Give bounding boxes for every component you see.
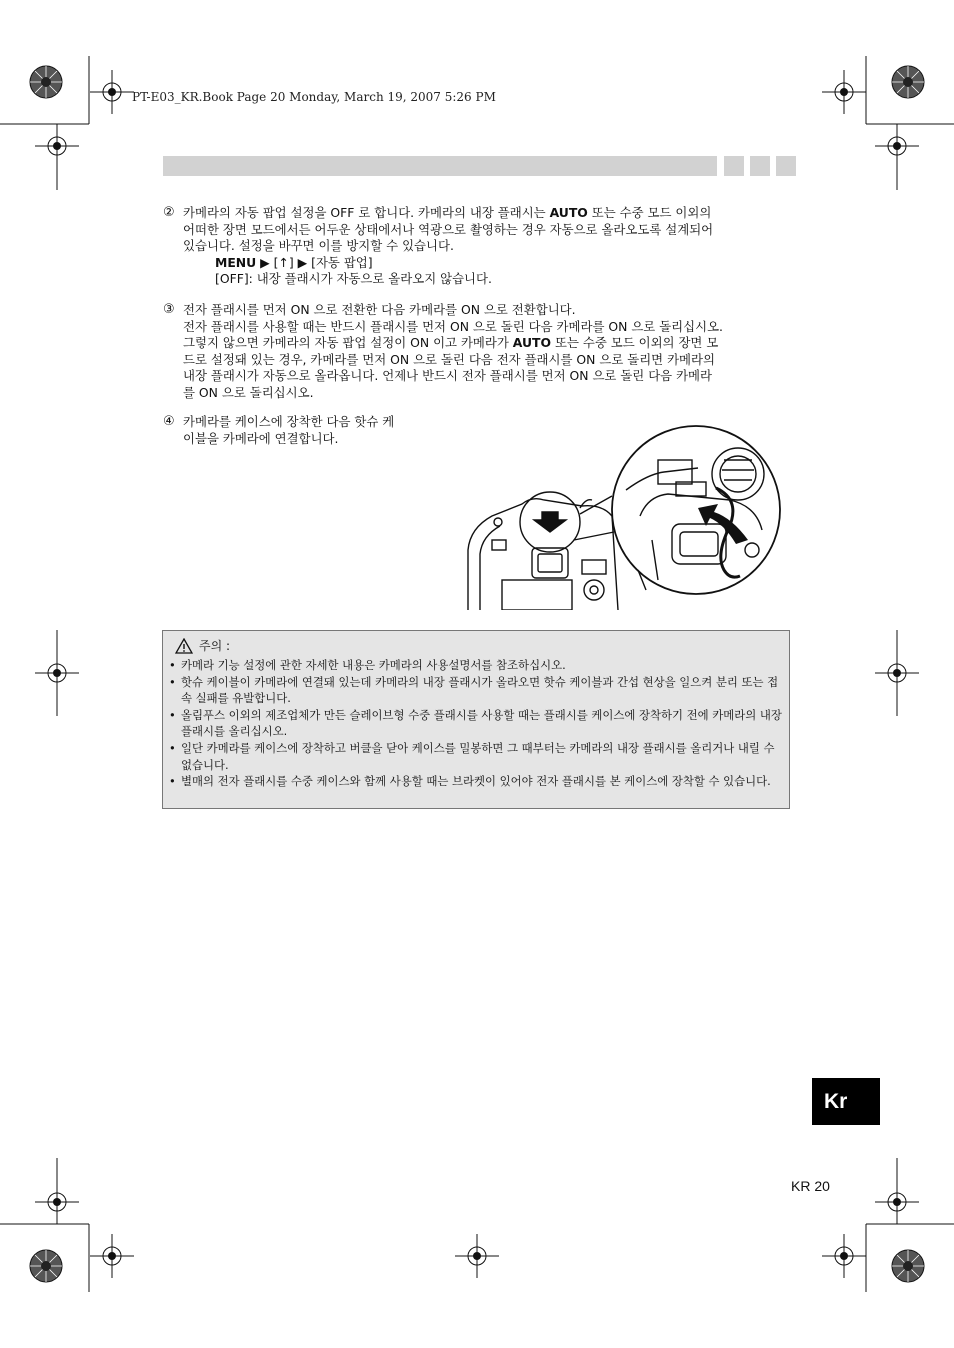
step-text-line: 를 ON 으로 돌리십시오. <box>183 384 314 400</box>
language-tab: Kr <box>812 1078 880 1125</box>
step-text-line: 있습니다. 설정을 바꾸면 이를 방지할 수 있습니다. <box>183 238 454 254</box>
caution-box <box>162 630 790 809</box>
list-item: • 별매의 전자 플래시를 수중 케이스와 함께 사용할 때는 브라켓이 있어야 전자 플래시를 본 케이스에 장착할 수 있습니다. <box>169 773 785 790</box>
menu-label: MENU <box>215 254 257 270</box>
flash-popup-icon: ↑ <box>278 254 289 270</box>
step-number: ④ <box>163 414 175 429</box>
section-header-bar <box>163 156 717 176</box>
menu-path: MENU ▶ [↑] ▶ [자동 팝업] <box>215 254 373 270</box>
step-text-line: 카메라의 자동 팝업 설정을 OFF 로 합니다. 카메라의 내장 플래시는 AUTO 또는 수중 모드 이외의 <box>183 205 712 220</box>
list-item: • 핫슈 케이블이 카메라에 연결돼 있는데 카메라의 내장 플래시가 올라오면 핫슈 케이블과 간섭 현상을 일으켜 분리 또는 접속 실패를 유발합니다. <box>169 674 785 707</box>
header-square-2 <box>750 156 770 176</box>
caution-title <box>175 637 230 654</box>
list-item: • 올림푸스 이외의 제조업체가 만든 슬레이브형 수중 플래시를 사용할 때는 플래시를 케이스에 장착하기 전에 카메라의 내장 플래시를 올리십시오. <box>169 707 785 740</box>
off-setting: [OFF]: 내장 플래시가 자동으로 올라오지 않습니다. <box>215 271 492 287</box>
step-number: ② <box>163 205 175 220</box>
auto-mode-label: AUTO <box>549 205 588 220</box>
step-text-line: 그렇지 않으면 카메라의 자동 팝업 설정이 ON 이고 카메라가 AUTO 또는 수중 모드 이외의 장면 모 <box>183 335 719 351</box>
step-text-line: 어떠한 장면 모드에서든 어두운 상태에서나 역광으로 촬영하는 경우 자동으로 올라오도록 설계되어 <box>183 221 714 237</box>
header-square-1 <box>724 156 744 176</box>
warning-icon <box>175 638 193 654</box>
step-text-line: 드로 설정돼 있는 경우, 카메라를 먼저 ON 으로 돌린 다음 전자 플래시를 ON 으로 돌리면 카메라의 <box>183 351 715 367</box>
camera-hotshoe-illustration <box>462 420 782 610</box>
list-item: • 카메라 기능 설정에 관한 자세한 내용은 카메라의 사용설명서를 참조하십시오. <box>169 657 785 674</box>
list-item: • 일단 카메라를 케이스에 장착하고 버클을 닫아 케이스를 밀봉하면 그 때부터는 카메라의 내장 플래시를 올리거나 내릴 수 없습니다. <box>169 740 785 773</box>
step-text-line: 전자 플래시를 사용할 때는 반드시 플래시를 먼저 ON 으로 돌린 다음 카메라를 ON 으로 돌리십시오. <box>183 318 723 334</box>
caution-list <box>169 657 785 790</box>
step-text-line: 카메라를 케이스에 장착한 다음 핫슈 케 <box>183 414 395 429</box>
page-number: KR 20 <box>791 1178 830 1194</box>
step-text-line: 전자 플래시를 먼저 ON 으로 전환한 다음 카메라를 ON 으로 전환합니다. <box>183 302 576 317</box>
step-number: ③ <box>163 302 175 317</box>
header-square-3 <box>776 156 796 176</box>
auto-mode-label: AUTO <box>512 335 552 351</box>
book-slug-line: PT-E03_KR.Book Page 20 Monday, March 19, 2007 5:26 PM <box>132 90 496 104</box>
caution-title-text: 주의 : <box>199 639 231 653</box>
step-text-line: 내장 플래시가 자동으로 올라옵니다. 언제나 반드시 전자 플래시를 먼저 ON 으로 돌린 다음 카메라 <box>183 368 712 384</box>
step-text-line: 이블을 카메라에 연결합니다. <box>183 430 339 446</box>
